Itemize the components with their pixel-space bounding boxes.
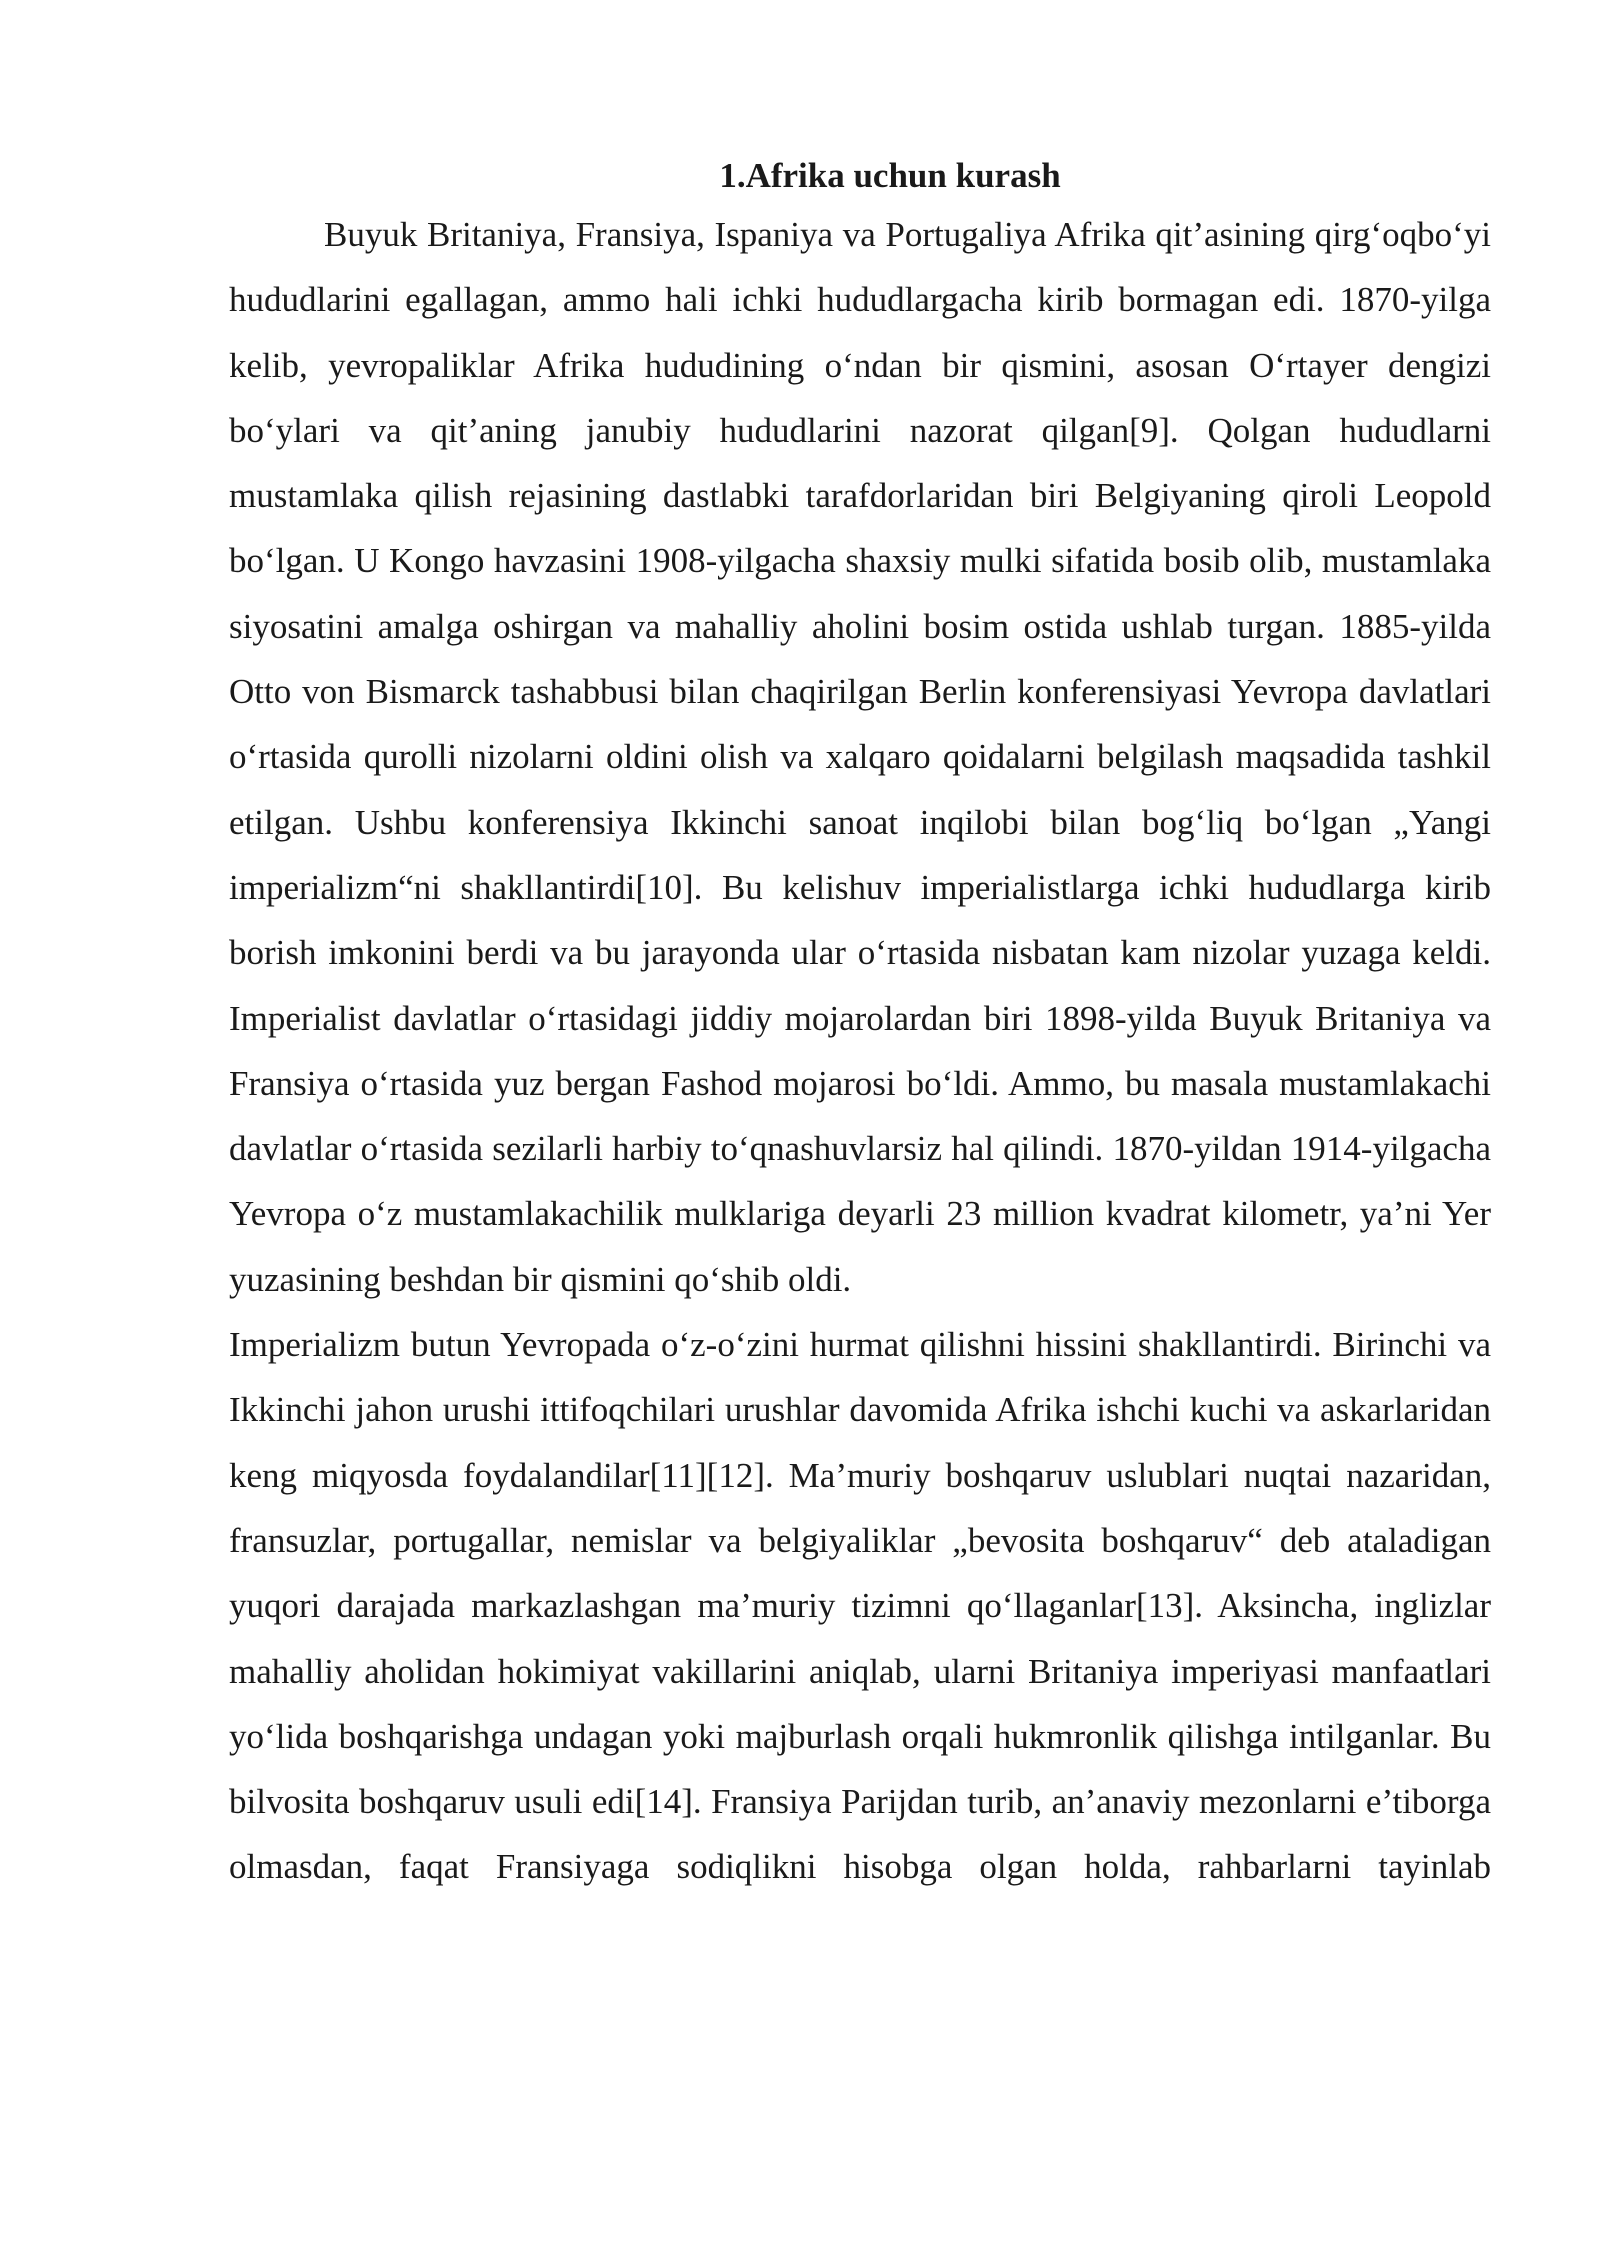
paragraph-1: Buyuk Britaniya, Fransiya, Ispaniya va Portugaliya Afrika qit’asining qirg‘oqbo‘yi hududlarini egallagan, ammo hali ichki hududlargacha kirib bormagan edi. 1870-yilga kelib, yevropaliklar Afrika hududining o‘ndan bir qismini, asosan O‘rtayer dengizi bo‘ylari va qit’aning janubiy hududlarini nazorat qilgan[9]. Qolgan hududlarni mustamlaka qilish rejasining dastlabki tarafdorlaridan biri Belgiyaning qiroli Leopold bo‘lgan. U Kongo havzasini 1908-yilgacha shaxsiy mulki sifatida bosib olib, mustamlaka siyosatini amalga oshirgan va mahalliy aholini bosim ostida ushlab turgan. 1885-yilda Otto von Bismarck tashabbusi bilan chaqirilgan Berlin konferensiyasi Yevropa davlatlari o‘rtasida qurolli nizolarni oldini olish va xalqaro qoidalarni belgilash maqsadida tashkil etilgan. Ushbu konferensiya Ikkinchi sanoat inqilobi bilan bog‘liq bo‘lgan „Yangi imperializm“ni shakllantirdi[10]. Bu kelishuv imperialistlarga ichki hududlarga kirib borish imkonini berdi va bu jarayonda ular o‘rtasida nisbatan kam nizolar yuzaga keldi. Imperialist davlatlar o‘rtasidagi jiddiy mojarolardan biri 1898-yilda Buyuk Britaniya va Fransiya o‘rtasida yuz bergan Fashod mojarosi bo‘ldi. Ammo, bu masala mustamlakachi davlatlar o‘rtasida sezilarli harbiy to‘qnashuvlarsiz hal qilindi. 1870-yildan 1914-yilgacha Yevropa o‘z mustamlakachilik mulklariga deyarli 23 million kvadrat kilometr, ya’ni Yer yuzasining beshdan bir qismini qo‘shib oldi. [229, 215, 1491, 1299]
paragraph-2: Imperializm butun Yevropada o‘z-o‘zini hurmat qilishni hissini shakllantirdi. Birinchi va Ikkinchi jahon urushi ittifoqchilari urushlar davomida Afrika ishchi kuchi va askarlaridan keng miqyosda foydalandilar[11][12]. Ma’muriy boshqaruv uslublari nuqtai nazaridan, fransuzlar, portugallar, nemislar va belgiyaliklar „bevosita boshqaruv“ deb ataladigan yuqori darajada markazlashgan ma’muriy tizimni qo‘llaganlar[13]. Aksincha, inglizlar mahalliy aholidan hokimiyat vakillarini aniqlab, ularni Britaniya imperiyasi manfaatlari yo‘lida boshqarishga undagan yoki majburlash orqali hukmronlik qilishga intilganlar. Bu bilvosita boshqaruv usuli edi[14]. Fransiya Parijdan turib, an’anaviy mezonlarni e’tiborga olmasdan, faqat Fransiyaga sodiqlikni hisobga olgan holda, rahbarlarni tayinlab [229, 1325, 1491, 1887]
section-title: 1.Afrika uchun kurash [719, 156, 1061, 195]
document-body [229, 150, 1491, 1900]
